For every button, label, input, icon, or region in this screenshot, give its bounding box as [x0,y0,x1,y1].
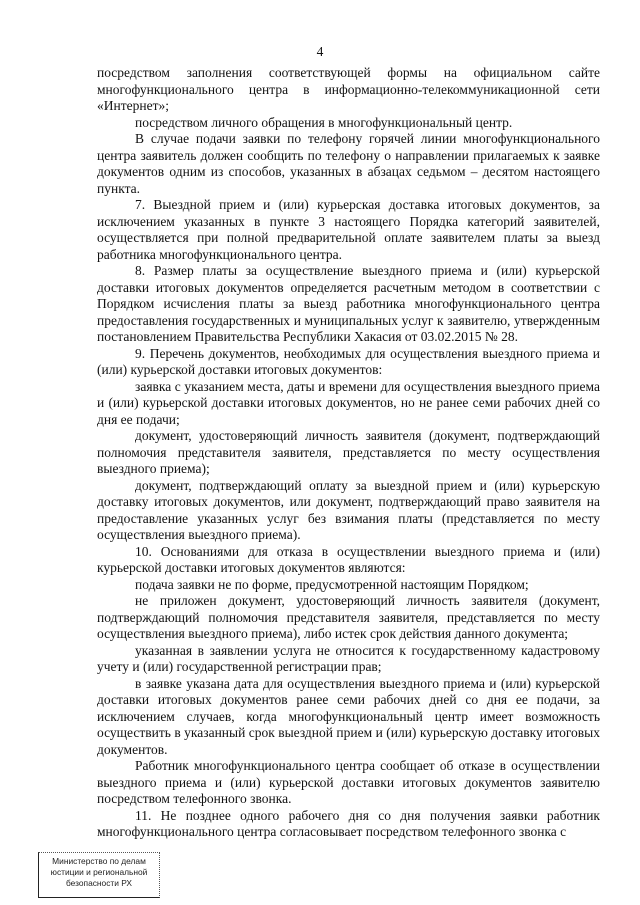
paragraph-4: 7. Выездной прием и (или) курьерская доставка итоговых документов, за исключением указанных в пункте 3 настоящего Порядка категорий заявителей, осуществляется при полной предварительной оплате заявителем платы за выезд работника многофункционального центра. [97,197,600,262]
paragraph-16: 11. Не позднее одного рабочего дня со дня получения заявки работник многофункционального центра согласовывает посредством телефонного звонка с [97,807,600,839]
paragraph-2: посредством личного обращения в многофункциональный центр. [135,114,513,130]
paragraph-11: подача заявки не по форме, предусмотренной настоящим Порядком; [135,576,529,592]
paragraph-1: посредством заполнения соответствующей формы на официальном сайте многофункционального центра в информационно-телекоммуникационной сети «Интернет»; [97,65,600,113]
stamp-line-2: юстиции и региональной [50,867,148,877]
paragraph-7: заявка с указанием места, даты и времени для осуществления выездного приема и (или) курьерской доставки итоговых документов, но не ранее семи рабочих дней со дня ее подачи; [97,378,600,427]
stamp-line-3: безопасности РХ [65,878,133,888]
paragraph-15: Работник многофункционального центра сообщает об отказе в осуществлении выездного приема и (или) курьерской доставки итоговых документов заявителю посредством телефонного звонка. [97,758,600,806]
paragraph-10: 10. Основаниями для отказа в осуществлении выездного приема и (или) курьерской доставки итоговых документов являются: [97,543,600,575]
stamp-line-1: Министерство по делам [52,856,146,866]
paragraph-13: указанная в заявлении услуга не относится к государственному кадастровому учету и (или) государственной регистрации прав; [97,642,600,674]
paragraph-9: документ, подтверждающий оплату за выездной прием и (или) курьерскую доставку итоговых документов, или документ, подтверждающий право заявителя на предоставление указанных услуг без взимания платы (представляется по месту осуществления выездного приема). [97,477,600,542]
paragraph-14: в заявке указана дата для осуществления выездного приема и (или) курьерской доставки итоговых документов ранее семи рабочих дней со дня ее подачи, за исключением случаев, когда многофункциональный центр имеет возможность осуществить в указанный срок выездной прием и (или) курьерскую доставку итоговых документов. [97,675,600,757]
paragraph-12: не приложен документ, удостоверяющий личность заявителя (документ, подтверждающий полномочия представителя заявителя, представляется по месту осуществления выездного приема), либо истек срок действия данного документа; [97,593,600,641]
page-number: 4 [316,44,324,59]
paragraph-3: В случае подачи заявки по телефону горячей линии многофункционального центра заявитель должен сообщить по телефону о направлении прилагаемых к заявке документов одним из способов, указанных в абзацах седьмом – десятом настоящего пункта. [97,131,600,196]
paragraph-8: документ, удостоверяющий личность заявителя (документ, подтверждающий полномочия представителя заявителя, представляется по месту осуществления выездного приема); [97,428,600,476]
paragraph-6: 9. Перечень документов, необходимых для осуществления выездного приема и (или) курьерской доставки итоговых документов: [97,345,600,377]
paragraph-5: 8. Размер платы за осуществление выездного приема и (или) курьерской доставки итоговых документов определяется расчетным методом в соответствии с Порядком исчисления платы за выезд работника многофункционального центра предоставления государственных и муниципальных услуг к заявителю, утвержденным постановлением Правительства Республики Хакасия от 03.02.2015 № 28. [97,263,600,344]
registration-stamp [38,852,160,898]
document-body [97,65,600,841]
